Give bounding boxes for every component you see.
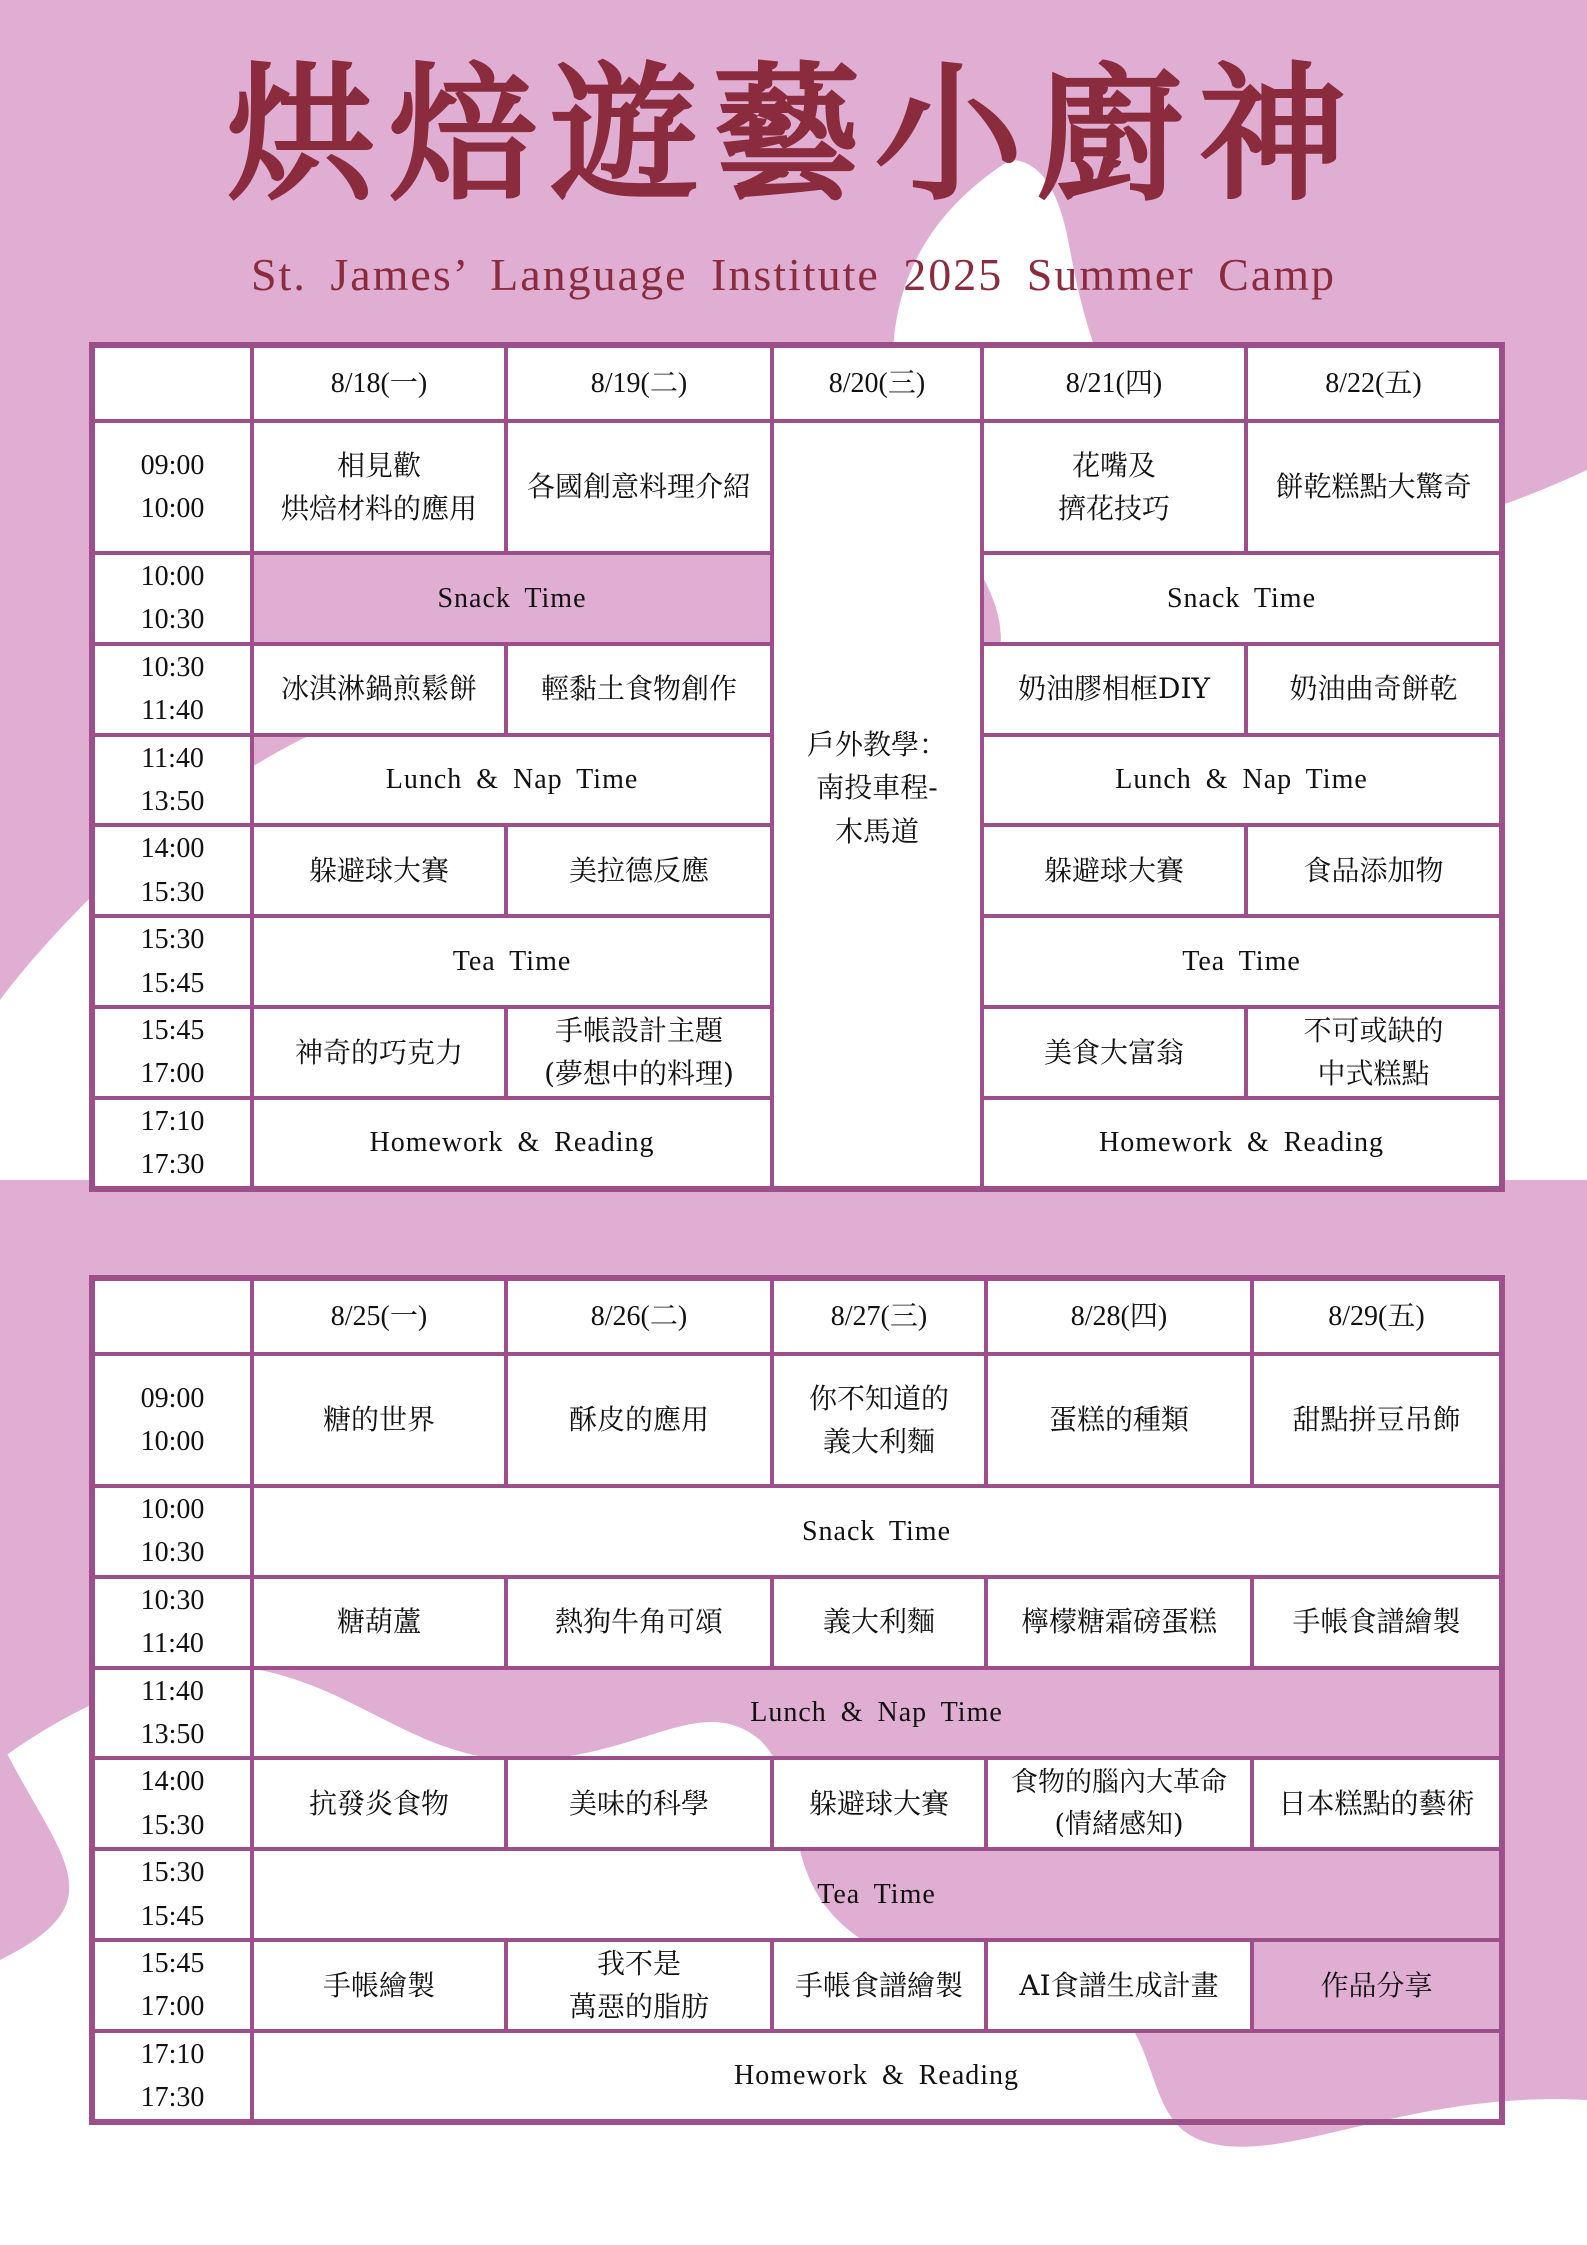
activity-cell: AI食譜生成計畫 [986, 1940, 1252, 2031]
activity-cell [982, 421, 1246, 553]
date-header: 8/29(五) [1252, 1278, 1502, 1354]
time-start: 15:45 [140, 1947, 205, 1979]
activity-cell: 冰淇淋鍋煎鬆餅 [252, 644, 506, 735]
time-start: 17:10 [140, 1105, 205, 1137]
page-subtitle: St. James’ Language Institute 2025 Summer Camp [250, 249, 1337, 300]
tea-time-cell: Tea Time [982, 916, 1502, 1007]
time-end: 17:30 [140, 2082, 205, 2114]
time-end: 17:30 [140, 1149, 205, 1181]
table-row [92, 1577, 1502, 1668]
outdoor-trip-cell [772, 421, 982, 1189]
snack-time-cell: Snack Time [252, 553, 772, 644]
time-start: 10:30 [140, 1584, 205, 1616]
page-title: 烘焙遊藝小廚神 [226, 47, 1361, 221]
activity-cell: 義大利麵 [772, 1577, 986, 1668]
activity-cell: 抗發炎食物 [252, 1758, 506, 1849]
activity-cell: 躲避球大賽 [772, 1758, 986, 1849]
activity-line: 手帳設計主題 [554, 1013, 723, 1047]
activity-cell: 各國創意料理介紹 [506, 421, 772, 553]
snack-time-cell: Snack Time [982, 553, 1502, 644]
activity-line: 花嘴及 [1071, 448, 1156, 482]
activity-line: 南投車程- [816, 771, 938, 805]
activity-cell: 甜點拼豆吊飾 [1252, 1354, 1502, 1486]
snack-time-cell: Snack Time [252, 1486, 1502, 1577]
time-end: 15:30 [140, 1809, 205, 1841]
homework-cell: Homework & Reading [982, 1098, 1502, 1190]
date-header: 8/20(三) [772, 345, 982, 421]
time-start: 09:00 [140, 449, 205, 481]
time-cell [92, 1849, 252, 1940]
time-start: 17:10 [140, 2038, 205, 2070]
activity-line: 義大利麵 [822, 1425, 935, 1458]
activity-cell: 手帳繪製 [252, 1940, 506, 2031]
activity-cell: 美食大富翁 [982, 1007, 1246, 1098]
time-start: 10:30 [140, 651, 205, 683]
activity-cell: 作品分享 [1252, 1940, 1502, 2031]
table-row [92, 1758, 1502, 1849]
pink-blob-overlay [0, 1180, 1587, 1275]
header-row [92, 345, 1502, 421]
activity-cell: 糖的世界 [252, 1354, 506, 1486]
activity-line: 木馬道 [834, 814, 919, 848]
time-end: 15:45 [140, 967, 205, 999]
activity-cell: 檸檬糖霜磅蛋糕 [986, 1577, 1252, 1668]
schedule-week2 [89, 1275, 1505, 2125]
activity-cell: 美拉德反應 [506, 825, 772, 916]
time-start: 15:30 [140, 924, 205, 956]
activity-cell: 食品添加物 [1246, 825, 1502, 916]
activity-cell: 輕黏土食物創作 [506, 644, 772, 735]
time-start: 10:00 [140, 1494, 205, 1525]
activity-cell [1246, 1007, 1502, 1098]
activity-cell: 餅乾糕點大驚奇 [1246, 421, 1502, 553]
activity-line: 戶外教學： [806, 728, 947, 761]
table-row [92, 421, 1502, 553]
table-row [92, 2031, 1502, 2123]
corner-cell [92, 345, 252, 421]
activity-line: (夢想中的料理) [544, 1057, 734, 1091]
activity-cell [772, 1354, 986, 1486]
activity-line: 擠花技巧 [1057, 492, 1170, 525]
activity-cell: 躲避球大賽 [982, 825, 1246, 916]
time-cell [92, 644, 252, 735]
time-cell [92, 1486, 252, 1577]
time-cell [92, 2031, 252, 2123]
time-cell [92, 1577, 252, 1668]
table-row [92, 1849, 1502, 1940]
time-end: 13:50 [140, 1718, 205, 1750]
lunch-time-cell: Lunch & Nap Time [982, 735, 1502, 826]
time-end: 11:40 [141, 1628, 204, 1660]
time-cell [92, 1668, 252, 1759]
time-end: 13:50 [140, 785, 205, 817]
date-header: 8/21(四) [982, 345, 1246, 421]
time-end: 11:40 [141, 695, 204, 727]
activity-cell [506, 1007, 772, 1098]
time-end: 10:00 [140, 1426, 205, 1457]
time-end: 15:30 [140, 876, 205, 908]
activity-line: 中式糕點 [1317, 1057, 1430, 1091]
activity-cell [986, 1758, 1252, 1849]
time-cell [92, 1940, 252, 2031]
time-cell [92, 1007, 252, 1098]
activity-cell: 奶油膠相框DIY [982, 644, 1246, 735]
time-start: 14:00 [140, 833, 205, 865]
activity-line: (情緒感知) [1054, 1808, 1184, 1840]
activity-line: 你不知道的 [808, 1381, 949, 1415]
activity-line: 萬惡的脂肪 [568, 1990, 709, 2024]
activity-line: 烘焙材料的應用 [280, 492, 477, 525]
time-cell [92, 825, 252, 916]
time-cell [92, 916, 252, 1007]
date-header: 8/28(四) [986, 1278, 1252, 1354]
date-header: 8/26(二) [506, 1278, 772, 1354]
time-end: 10:00 [140, 493, 205, 524]
activity-cell: 手帳食譜繪製 [1252, 1577, 1502, 1668]
activity-cell: 奶油曲奇餅乾 [1246, 644, 1502, 735]
activity-cell: 手帳食譜繪製 [772, 1940, 986, 2031]
date-header: 8/22(五) [1246, 345, 1502, 421]
time-cell [92, 553, 252, 644]
time-start: 15:45 [140, 1014, 205, 1046]
lunch-time-cell: Lunch & Nap Time [252, 1668, 1502, 1759]
activity-cell: 日本糕點的藝術 [1252, 1758, 1502, 1849]
date-header: 8/19(二) [506, 345, 772, 421]
time-end: 10:30 [140, 604, 205, 636]
activity-line: 食物的腦內大革命 [1011, 1766, 1227, 1798]
time-cell [92, 421, 252, 553]
activity-line: 我不是 [596, 1946, 681, 1980]
tea-time-cell: Tea Time [252, 1849, 1502, 1940]
time-end: 17:00 [140, 1991, 205, 2023]
time-end: 17:00 [140, 1058, 205, 1090]
date-header: 8/27(三) [772, 1278, 986, 1354]
time-cell [92, 1354, 252, 1486]
activity-cell: 神奇的巧克力 [252, 1007, 506, 1098]
activity-cell: 躲避球大賽 [252, 825, 506, 916]
tea-time-cell: Tea Time [252, 916, 772, 1007]
table-row [92, 1940, 1502, 2031]
activity-cell: 美味的科學 [506, 1758, 772, 1849]
time-start: 09:00 [140, 1382, 205, 1414]
time-cell [92, 1098, 252, 1190]
homework-cell: Homework & Reading [252, 2031, 1502, 2123]
table-row [92, 1486, 1502, 1577]
date-header: 8/25(一) [252, 1278, 506, 1354]
time-start: 11:40 [141, 1675, 204, 1707]
time-start: 10:00 [140, 561, 205, 592]
header-row [92, 1278, 1502, 1354]
time-cell [92, 735, 252, 826]
activity-cell: 蛋糕的種類 [986, 1354, 1252, 1486]
schedule-week1 [89, 342, 1505, 1192]
time-start: 11:40 [141, 742, 204, 774]
activity-line: 不可或缺的 [1303, 1013, 1444, 1047]
table-row [92, 1668, 1502, 1759]
time-end: 15:45 [140, 1900, 205, 1932]
activity-cell [252, 421, 506, 553]
time-start: 14:00 [140, 1766, 205, 1798]
activity-cell: 酥皮的應用 [506, 1354, 772, 1486]
time-end: 10:30 [140, 1537, 205, 1569]
activity-cell [506, 1940, 772, 2031]
lunch-time-cell: Lunch & Nap Time [252, 735, 772, 826]
table-row [92, 1354, 1502, 1486]
date-header: 8/18(一) [252, 345, 506, 421]
activity-line: 相見歡 [336, 448, 421, 482]
corner-cell [92, 1278, 252, 1354]
time-cell [92, 1758, 252, 1849]
homework-cell: Homework & Reading [252, 1098, 772, 1190]
activity-cell: 熱狗牛角可頌 [506, 1577, 772, 1668]
time-start: 15:30 [140, 1857, 205, 1889]
activity-cell: 糖葫蘆 [252, 1577, 506, 1668]
